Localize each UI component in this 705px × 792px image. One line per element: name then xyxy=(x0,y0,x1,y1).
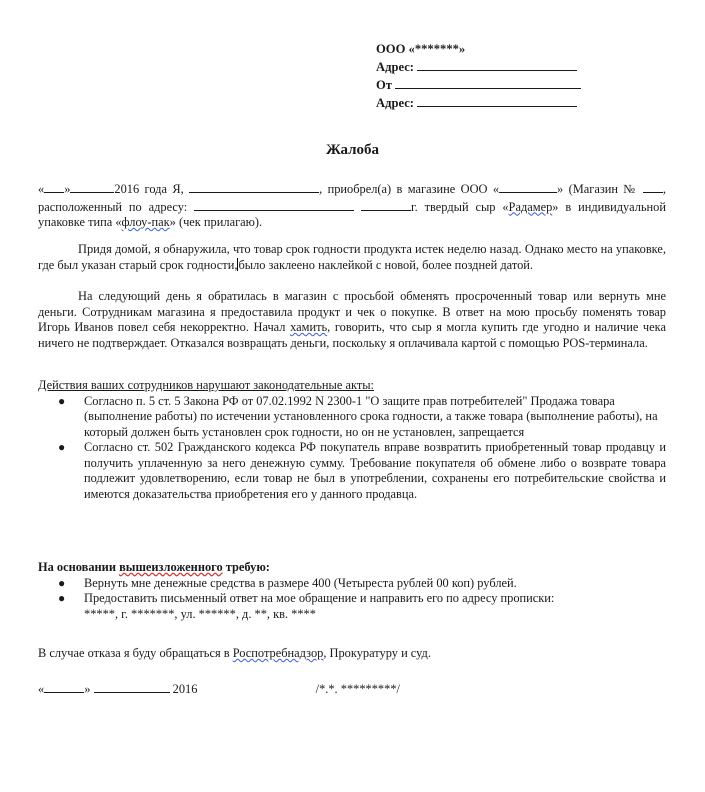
shop-name-blank xyxy=(499,180,557,193)
sender-address-line xyxy=(376,94,581,112)
footer-day-blank xyxy=(44,680,84,693)
para2-text-start: На следующий день я обратилась в магазин с просьбой обменять просроченный товар или вернуть мне деньги. Сотрудникам магазина я предоставила продукт и чек о покупке. В ответ на мою просьбу поменять товар Игорь Иванов повел себя некорректно. Начал xyxy=(38,289,666,334)
demands-heading: На основании вышеизложенного требую: xyxy=(38,560,270,574)
signature-line: « » 2016 /*.*. *********/ xyxy=(38,682,400,696)
list-item: ● Согласно п. 5 ст. 5 Закона РФ от 07.02.1992 N 2300-1 "О защите прав потребителей" Продажа товара (выполнение работы) по истечении установленного срока годности, а также товара (выполнение работы), на который должен быть установлен срок годности, но он не установлен, запрещается xyxy=(58,393,658,439)
month-blank xyxy=(70,180,114,193)
address2-label: Адрес: xyxy=(376,96,414,110)
shop-number-label: № xyxy=(623,182,638,196)
intro-shop-close: » (Магазин xyxy=(557,182,618,196)
intro-year-text: 2016 года Я, xyxy=(114,182,184,196)
from-blank xyxy=(395,76,581,89)
intro-brand-close: » в xyxy=(552,199,572,214)
day-blank xyxy=(44,180,64,193)
intro-city-text: г. твердый сыр « xyxy=(410,199,509,214)
intro-package-text: индивидуальной упаковке типа « xyxy=(38,199,666,229)
footer-year: 2016 xyxy=(172,682,198,696)
document-title: Жалоба xyxy=(325,142,379,158)
intro-paragraph xyxy=(38,180,666,231)
shop-number-blank xyxy=(643,180,663,193)
bullet-icon: ● xyxy=(58,575,66,590)
date-open-quote: « xyxy=(38,182,45,196)
city-blank xyxy=(361,198,411,211)
bullet-icon: ● xyxy=(58,591,66,605)
address-label: Адрес: xyxy=(376,60,414,74)
intro-bought-text: , приобрел(а) в магазине ООО « xyxy=(319,182,500,196)
footer-month-blank xyxy=(94,680,170,693)
demands-list xyxy=(38,576,666,623)
from-label: От xyxy=(376,78,392,92)
address2-blank xyxy=(417,94,577,107)
from-line xyxy=(376,76,581,94)
violations-heading: Действия ваших сотрудников нарушают законодательные акты: xyxy=(38,378,374,392)
demands-section xyxy=(38,560,666,622)
para2-word: хамить xyxy=(290,320,328,334)
para2-text-end: , говорить, что сыр я могла купить где угодно и наличие чека ничего не подтверждает. Отказался возвращать деньги, поскольку я оплачивала картой с помощью POS-терминала. xyxy=(38,320,666,350)
closing-paragraph: В случае отказа я буду обращаться в Роспотребнадзор, Прокуратуру и суд. xyxy=(38,646,431,660)
para1-sentence1: Придя домой, я обнаружила, что товар срок годности продукта истек неделю назад. xyxy=(78,242,522,256)
date-close-quote: » xyxy=(64,182,71,196)
bullet-icon: ● xyxy=(58,393,66,408)
para1-sentence2: Однако место на упаковке, где был указан старый срок годности, xyxy=(38,242,666,272)
bullet-icon: ● xyxy=(58,440,66,454)
name-blank xyxy=(189,180,319,193)
paragraph-store-visit xyxy=(38,289,666,351)
violations-section xyxy=(38,378,666,502)
cheese-brand: Радамер xyxy=(508,199,553,214)
addressee-address-line xyxy=(376,58,581,76)
agency-name: Роспотребнадзор xyxy=(232,646,324,660)
intro-located-text: , расположенный по адресу: xyxy=(38,182,666,214)
violations-list xyxy=(38,394,666,503)
signature-placeholder: /*.*. *********/ xyxy=(315,682,400,696)
shop-address-blank xyxy=(194,198,354,211)
package-type: флоу-пак xyxy=(121,215,170,229)
list-item: ● Предоставить письменный ответ на мое обращение и направить его по адресу прописки: *****, г. *******, ул. ******, д. **, кв. **** xyxy=(58,591,555,621)
list-item: ● Вернуть мне денежные средства в размере 400 (Четыреста рублей 00 коп) рублей. xyxy=(58,575,517,590)
list-item: ● Согласно ст. 502 Гражданского кодекса РФ покупатель вправе возвратить приобретенный товар продавцу и получить уплаченную за него денежную сумму. Требование покупателя об обмене либо о возврате товара подлежит удовлетворению, если товар не был в употреблении, сохранены его потребительские свойства и имеются доказательства приобретения его у данного продавца. xyxy=(58,440,666,501)
address-blank xyxy=(417,58,577,71)
para1-sentence3: было заклеено наклейкой с новой, более поздней датой. xyxy=(238,257,534,272)
org-name: ООО «*******» xyxy=(376,42,466,56)
addressee-block xyxy=(376,41,581,112)
paragraph-discovery xyxy=(38,242,666,273)
intro-receipt-text: » (чек прилагаю). xyxy=(169,215,263,229)
